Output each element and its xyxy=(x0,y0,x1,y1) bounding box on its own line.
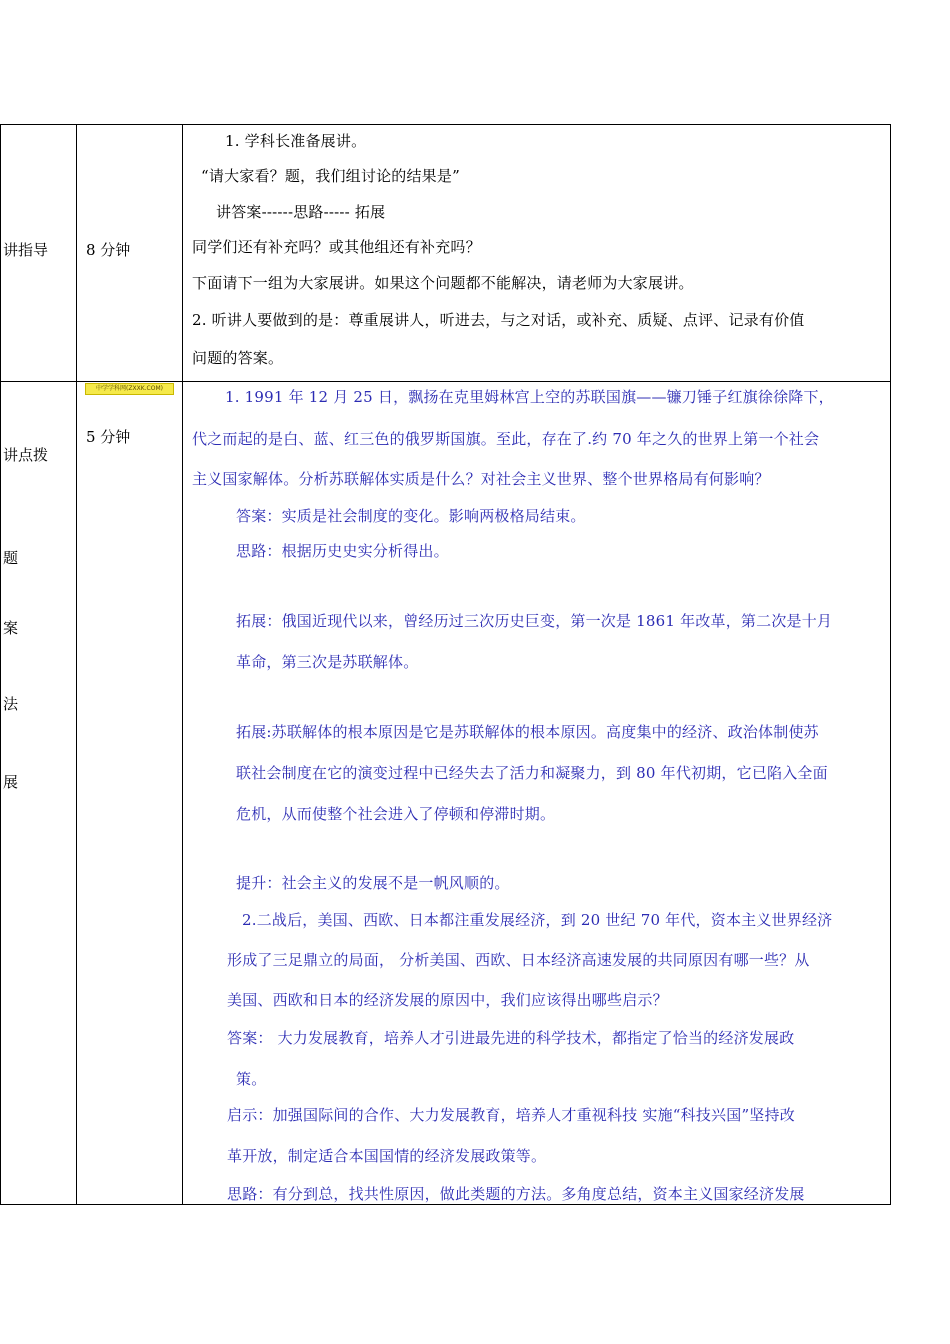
content-line: 同学们还有补充吗？或其他组还有补充吗？ xyxy=(192,238,481,256)
stage-char: 法 xyxy=(3,695,19,713)
time-label: 5 分钟 xyxy=(86,428,131,446)
stage-label: 讲点拨 xyxy=(3,446,49,464)
extension-line: 拓展:苏联解体的根本原因是它是苏联解体的根本原因。高度集中的经济、政治体制使苏 xyxy=(236,723,819,741)
content-line: 下面请下一组为大家展讲。如果这个问题都不能解决，请老师为大家展讲。 xyxy=(192,274,694,292)
content-line: 2. 听讲人要做到的是：尊重展讲人，听进去，与之对话，或补充、质疑、点评、记录有价值 xyxy=(192,311,805,329)
content-line: 讲答案------思路----- 拓展 xyxy=(216,203,386,221)
content-line: 革开放，制定适合本国国情的经济发展政策等。 xyxy=(227,1147,547,1165)
content-line: 联社会制度在它的演变过程中已经失去了活力和凝聚力，到 80 年代初期，它已陷入全面 xyxy=(236,764,828,782)
content-line: 代之而起的是白、蓝、红三色的俄罗斯国旗。至此，存在了.约 70 年之久的世界上第一个社会 xyxy=(192,430,820,448)
content-line: 2.二战后，美国、西欧、日本都注重发展经济，到 20 世纪 70 年代，资本主义世界经济 xyxy=(242,911,833,929)
stage-label: 讲指导 xyxy=(3,241,49,259)
content-line: 问题的答案。 xyxy=(192,349,284,367)
answer-line: 答案：实质是社会制度的变化。影响两极格局结束。 xyxy=(236,507,586,525)
time-label: 8 分钟 xyxy=(86,241,131,259)
content-line: 策。 xyxy=(236,1070,267,1088)
approach-line: 思路：根据历史史实分析得出。 xyxy=(236,542,449,560)
stage-cell xyxy=(1,125,77,382)
stage-char: 案 xyxy=(3,619,19,637)
summary-line: 提升：社会主义的发展不是一帆风顺的。 xyxy=(236,874,510,892)
content-line: 形成了三足鼎立的局面， 分析美国、西欧、日本经济高速发展的共同原因有哪一些？从 xyxy=(227,951,810,969)
extension-line: 拓展：俄国近现代以来，曾经历过三次历史巨变，第一次是 1861 年改革，第二次是十月 xyxy=(236,612,833,630)
time-cell xyxy=(77,125,183,382)
content-cell xyxy=(183,125,891,382)
insight-line: 启示：加强国际间的合作、大力发展教育，培养人才重视科技 实施“科技兴国”坚持改 xyxy=(227,1106,795,1124)
content-line: 危机，从而使整个社会进入了停顿和停滞时期。 xyxy=(236,805,556,823)
approach-line: 思路：有分到总，找共性原因，做此类题的方法。多角度总结，资本主义国家经济发展 xyxy=(227,1185,805,1203)
content-line: 革命，第三次是苏联解体。 xyxy=(236,653,419,671)
table-row xyxy=(1,382,891,1205)
content-cell xyxy=(183,382,891,1205)
time-cell xyxy=(77,382,183,1205)
site-logo: 中学学科网(ZXXK.COM) xyxy=(85,383,174,395)
table-row xyxy=(1,125,891,382)
stage-cell xyxy=(1,382,77,1205)
content-line: 美国、西欧和日本的经济发展的原因中，我们应该得出哪些启示？ xyxy=(227,991,668,1009)
content-line: 主义国家解体。分析苏联解体实质是什么？对社会主义世界、整个世界格局有何影响？ xyxy=(192,470,770,488)
stage-char: 展 xyxy=(3,773,19,791)
lesson-table xyxy=(0,124,891,1205)
answer-line: 答案： 大力发展教育，培养人才引进最先进的科学技术，都指定了恰当的经济发展政 xyxy=(227,1029,795,1047)
content-line: 1. 学科长准备展讲。 xyxy=(225,132,367,150)
content-line: “请大家看？题，我们组讨论的结果是” xyxy=(201,167,460,185)
stage-char: 题 xyxy=(3,549,19,567)
content-line: 1. 1991 年 12 月 25 日，飘扬在克里姆林宫上空的苏联国旗——镰刀锤子红旗徐徐降下， xyxy=(225,388,834,406)
